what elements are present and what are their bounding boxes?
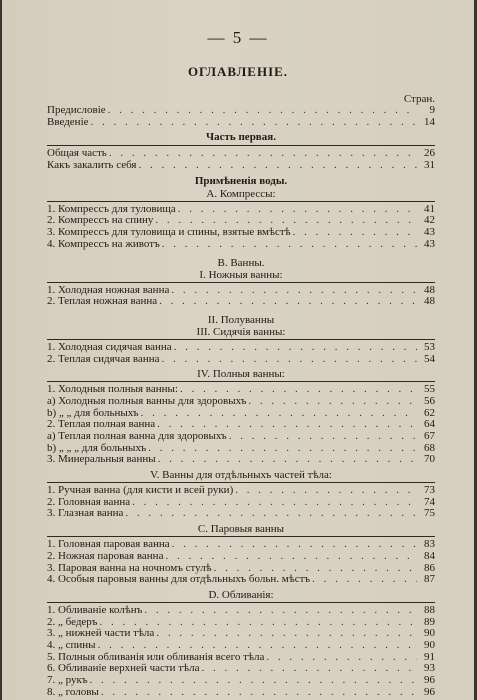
- toc-entry: [47, 539, 435, 551]
- entry-page-number: 68: [424, 442, 435, 454]
- entry-page-number: 83: [424, 539, 435, 551]
- entry-title: b) „ „ для больныхъ: [47, 407, 139, 419]
- toc-entry: [47, 117, 435, 129]
- entry-title: Общая часть: [47, 148, 107, 160]
- section-heading: С. Паровыя ванны: [197, 523, 285, 536]
- dot-leader: [108, 105, 417, 117]
- toc-entry: [47, 285, 435, 297]
- part-heading: Часть первая.: [206, 131, 276, 144]
- entry-page-number: 42: [424, 215, 435, 227]
- dot-leader: [125, 508, 417, 520]
- entry-page-number: 87: [424, 574, 435, 586]
- entry-page-number: 88: [424, 604, 435, 616]
- entry-title: Введеніе: [47, 116, 89, 128]
- page-title: ОГЛАВЛЕНІЕ.: [187, 64, 289, 79]
- toc-entry: [47, 640, 435, 652]
- toc-entry: [47, 419, 435, 431]
- entry-title: 2. Теплая полная ванна: [47, 419, 156, 431]
- entry-page-number: 48: [424, 296, 435, 308]
- entry-title: 1. Компрессъ для туловища: [47, 203, 176, 215]
- entry-title: 3. Паровая ванна на ночномъ стулѣ: [47, 562, 212, 574]
- toc-entry: [47, 384, 435, 396]
- compress-list: [47, 204, 435, 251]
- entry-title: 6. Обливаніе верхней части тѣла: [47, 663, 200, 675]
- dot-leader: [312, 574, 417, 586]
- entry-page-number: 64: [424, 419, 435, 431]
- toc-entry: [47, 563, 435, 575]
- toc-entry: [47, 204, 435, 216]
- subsection-heading: V. Ванны для отдѣльныхъ частей тѣла:: [150, 469, 332, 482]
- entry-page-number: 31: [424, 160, 435, 172]
- toc-entry: [47, 551, 435, 563]
- dot-leader: [141, 408, 417, 420]
- entry-title: 3. Компрессъ для туловища и спины, взятые вмѣстѣ: [47, 227, 291, 239]
- toc-entry: [47, 396, 435, 408]
- dot-leader: [98, 640, 417, 652]
- entry-page-number: 9: [429, 105, 435, 116]
- steam-bath-list: [47, 539, 435, 586]
- dot-leader: [159, 296, 417, 308]
- toc-entry: [47, 485, 435, 497]
- toc-entry: [47, 454, 435, 466]
- entry-title: 4. Особыя паровыя ванны для отдѣльныхъ больн. мѣстъ: [47, 574, 311, 586]
- entry-title: 3. Глазная ванна: [47, 508, 124, 520]
- toc-entry: [47, 605, 435, 617]
- toc-entry: [47, 617, 435, 629]
- divider: [47, 339, 435, 340]
- section-heading: D. Обливанія:: [208, 588, 274, 601]
- entry-page-number: 93: [424, 663, 435, 675]
- dot-leader: [178, 204, 417, 216]
- entry-title: b) „ „ „ для больныхъ: [47, 442, 147, 454]
- toc-entry: [47, 443, 435, 455]
- entry-page-number: 75: [424, 508, 435, 520]
- dot-leader: [171, 285, 417, 297]
- entry-title: 2. Ножная паровая ванна: [47, 550, 164, 562]
- entry-page-number: 48: [424, 284, 435, 296]
- dot-leader: [229, 431, 417, 443]
- entry-page-number: 73: [424, 485, 435, 497]
- entry-page-number: 91: [424, 651, 435, 663]
- entry-title: 5. Полныя обливанія или обливанія всего тѣла: [47, 651, 265, 663]
- entry-title: Какъ закалить себя: [47, 160, 137, 172]
- toc-entry: [47, 148, 435, 160]
- dot-leader: [90, 675, 417, 687]
- dot-leader: [158, 454, 417, 466]
- entry-title: 1. Головная паровая ванна: [47, 539, 170, 551]
- page-number: — 5 —: [207, 28, 269, 47]
- intro-list: [47, 105, 435, 128]
- dot-leader: [148, 443, 417, 455]
- dot-leader: [162, 239, 417, 251]
- divider: [47, 282, 435, 283]
- entry-page-number: 55: [424, 384, 435, 396]
- entry-page-number: 62: [424, 407, 435, 419]
- entry-page-number: 26: [424, 148, 435, 160]
- entry-title: 2. „ бедеръ: [47, 616, 98, 628]
- entry-title: 4. „ спины: [47, 639, 96, 651]
- toc-entry: [47, 342, 435, 354]
- dot-leader: [235, 485, 417, 497]
- entry-page-number: 90: [424, 628, 435, 640]
- entry-page-number: 96: [424, 675, 435, 686]
- toc-entry: [47, 354, 435, 366]
- dot-leader: [144, 605, 417, 617]
- dot-leader: [293, 227, 417, 239]
- dot-leader: [180, 384, 417, 396]
- entry-title: а) Холодныя полныя ванны для здоровыхъ: [47, 395, 247, 407]
- entry-title: 3. „ нижней части тѣла: [47, 628, 155, 640]
- dot-leader: [155, 215, 417, 227]
- entry-title: 3. Минеральныя ванны: [47, 454, 156, 466]
- entry-page-number: 43: [424, 227, 435, 239]
- table-of-contents: [47, 93, 435, 698]
- dot-leader: [162, 354, 418, 366]
- full-bath-list: [47, 384, 435, 466]
- partial-bath-list: [47, 485, 435, 520]
- entry-title: 1. Холодная сидячая ванна: [47, 341, 172, 353]
- dot-leader: [174, 342, 417, 354]
- divider: [47, 536, 435, 537]
- entry-title: 7. „ рукъ: [47, 675, 88, 686]
- toc-entry: [47, 431, 435, 443]
- toc-entry: [47, 687, 435, 699]
- dot-leader: [109, 148, 417, 160]
- entry-title: 1. Холодныя полныя ванны:: [47, 384, 178, 396]
- dot-leader: [100, 617, 418, 629]
- foot-bath-list: [47, 285, 435, 308]
- entry-page-number: 53: [424, 341, 435, 353]
- toc-entry: [47, 227, 435, 239]
- section-heading: В. Ванны.: [217, 256, 265, 269]
- divider: [47, 201, 435, 202]
- entry-page-number: 90: [424, 639, 435, 651]
- toc-entry: [47, 296, 435, 308]
- entry-page-number: 84: [424, 550, 435, 562]
- dot-leader: [248, 396, 417, 408]
- dot-leader: [165, 551, 417, 563]
- dot-leader: [201, 663, 417, 675]
- divider: [47, 381, 435, 382]
- dot-leader: [172, 539, 417, 551]
- entry-title: 1. Обливаніе колѣнъ: [47, 604, 143, 616]
- entry-title: 1. Ручная ванна (для кисти и всей руки): [47, 485, 234, 497]
- entry-page-number: 54: [424, 353, 435, 365]
- toc-entry: [47, 574, 435, 586]
- dot-leader: [138, 160, 417, 172]
- entry-title: 2. Компрессъ на спину: [47, 215, 154, 227]
- entry-page-number: 86: [424, 562, 435, 574]
- subsection-heading: IV. Полныя ванны:: [197, 368, 285, 381]
- dot-leader: [132, 497, 417, 509]
- section-heading: А. Компрессы:: [206, 187, 276, 200]
- dot-leader: [157, 419, 417, 431]
- subsection-heading: III. Сидячія ванны:: [196, 325, 286, 338]
- entry-page-number: 67: [424, 431, 435, 442]
- subsection-heading: II. Полуванны: [207, 313, 275, 326]
- divider: [47, 482, 435, 483]
- entry-title: 2. Теплая ножная ванна: [47, 296, 158, 308]
- entry-page-number: 70: [424, 454, 435, 466]
- toc-entry: [47, 408, 435, 420]
- entry-title: а) Теплая полная ванна для здоровыхъ: [47, 431, 227, 442]
- sitz-bath-list: [47, 342, 435, 365]
- toc-entry: [47, 497, 435, 509]
- entry-page-number: 43: [424, 238, 435, 250]
- section-heading: Примѣненія воды.: [194, 174, 288, 187]
- dot-leader: [91, 117, 417, 129]
- toc-entry: [47, 663, 435, 675]
- entry-title: 1. Холодная ножная ванна: [47, 284, 170, 296]
- toc-entry: [47, 508, 435, 520]
- toc-entry: [47, 239, 435, 251]
- page-column-header: Стран.: [403, 93, 435, 105]
- toc-entry: [47, 628, 435, 640]
- dot-leader: [156, 628, 417, 640]
- entry-page-number: 41: [424, 203, 435, 215]
- part-list: [47, 148, 435, 171]
- entry-page-number: 74: [424, 496, 435, 508]
- entry-title: 2. Теплая сидячая ванна: [47, 353, 160, 365]
- toc-entry: [47, 215, 435, 227]
- entry-title: 8. „ головы: [47, 686, 99, 698]
- toc-entry: [47, 160, 435, 172]
- toc-entry: [47, 675, 435, 687]
- entry-title: 2. Головная ванна: [47, 496, 131, 508]
- entry-title: Предисловіе: [47, 105, 106, 116]
- divider: [47, 145, 435, 146]
- entry-page-number: 56: [424, 395, 435, 407]
- affusion-list: [47, 605, 435, 699]
- toc-entry: [47, 105, 435, 117]
- dot-leader: [101, 687, 417, 699]
- entry-page-number: 14: [424, 116, 435, 128]
- toc-entry: [47, 652, 435, 664]
- entry-title: 4. Компрессъ на животъ: [47, 238, 160, 250]
- entry-page-number: 89: [424, 616, 435, 628]
- book-page: [2, 0, 474, 700]
- dot-leader: [266, 652, 417, 664]
- divider: [47, 602, 435, 603]
- dot-leader: [214, 563, 417, 575]
- subsection-heading: I. Ножныя ванны:: [199, 268, 283, 281]
- entry-page-number: 96: [424, 686, 435, 698]
